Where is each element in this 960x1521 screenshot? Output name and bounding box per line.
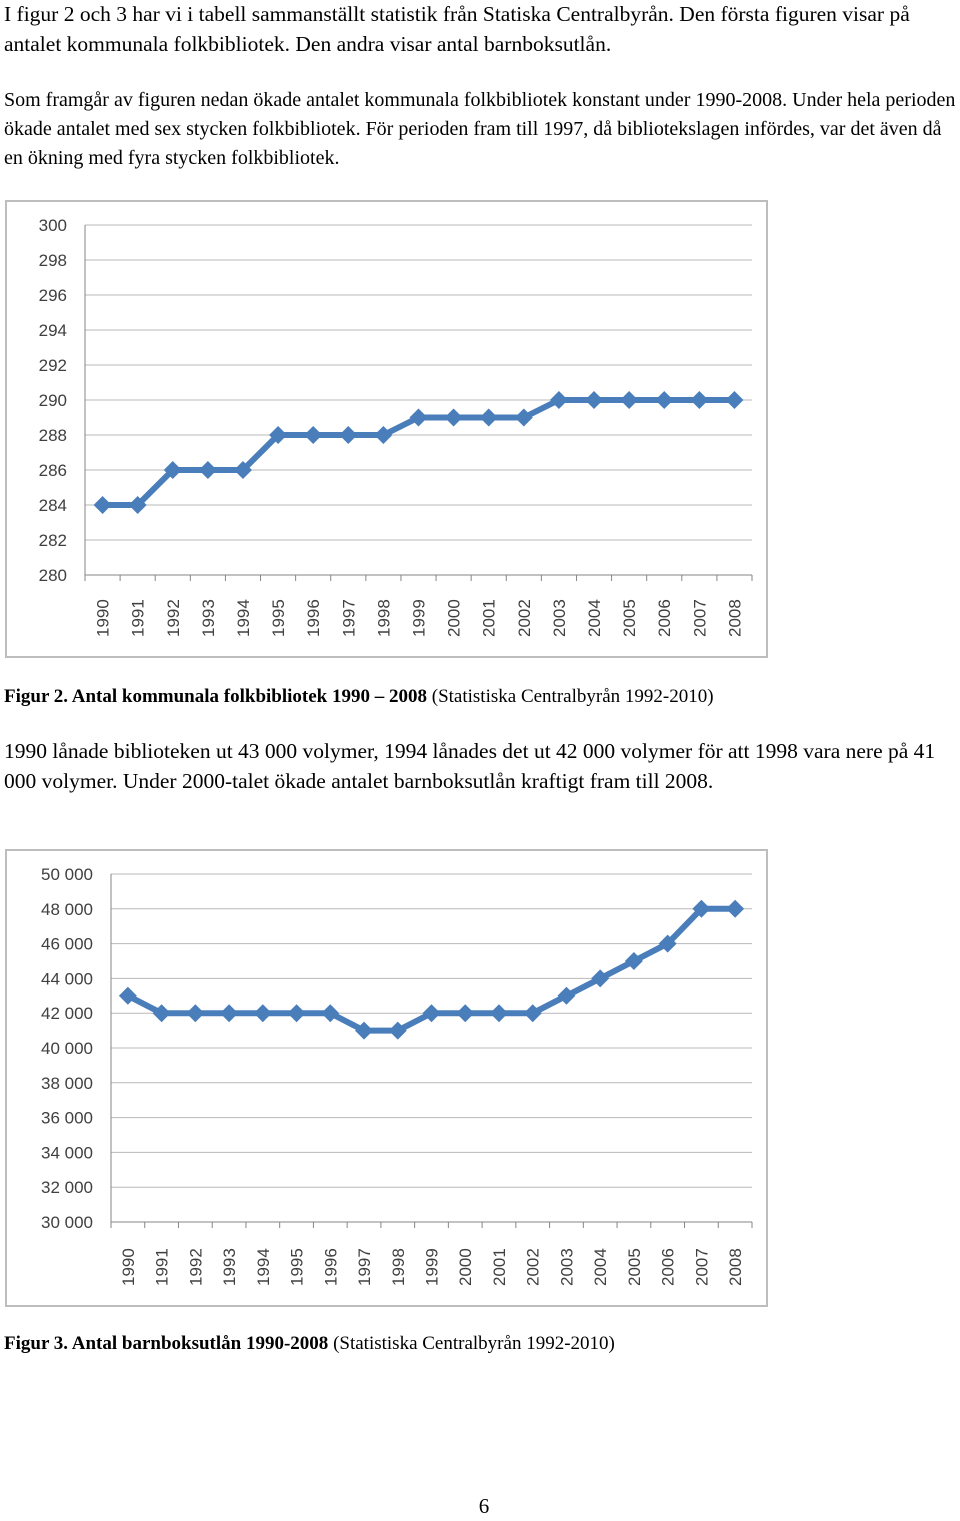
- loans-x-tick-label: 1995: [287, 1248, 307, 1286]
- figure2-caption-source: (Statistiska Centralbyrån 1992-2010): [427, 686, 714, 707]
- loans-x-tick-label: 2008: [726, 1248, 746, 1286]
- loans-x-tick-label: 2001: [489, 1248, 509, 1286]
- figure2-caption-label: Figur 2. Antal kommunala folkbibliotek 1990 – 2008: [4, 686, 427, 707]
- libraries-data-point: [585, 391, 603, 409]
- libraries-x-tick-label: 2003: [549, 599, 569, 637]
- libraries-y-tick-label: 300: [38, 216, 67, 235]
- loans-y-tick-label: 36 000: [41, 1108, 93, 1128]
- libraries-data-point: [690, 391, 708, 409]
- loans-x-tick-label: 2000: [456, 1248, 476, 1286]
- loans-x-tick-label: 2002: [523, 1248, 543, 1286]
- libraries-data-point: [725, 391, 743, 409]
- loans-x-tick-label: 2004: [591, 1248, 611, 1286]
- loans-x-tick-label: 1994: [253, 1248, 273, 1286]
- libraries-x-tick-label: 1998: [374, 599, 394, 637]
- page-number: 6: [478, 1494, 490, 1518]
- libraries-x-tick-label: 1994: [233, 599, 253, 637]
- figure3-caption-source: (Statistiska Centralbyrån 1992-2010): [328, 1333, 615, 1354]
- loans-x-tick-label: 2003: [557, 1248, 577, 1286]
- libraries-y-tick-label: 288: [38, 426, 67, 445]
- libraries-x-tick-label: 1996: [304, 599, 324, 637]
- loans-x-tick-label: 1998: [388, 1248, 408, 1286]
- loans-y-tick-label: 30 000: [41, 1213, 93, 1232]
- figure3-caption: [4, 1332, 615, 1356]
- libraries-x-tick-label: 2001: [479, 599, 499, 637]
- libraries-y-tick-label: 280: [38, 566, 67, 585]
- libraries-x-tick-label: 2005: [620, 599, 640, 637]
- libraries-x-tick-label: 1999: [409, 599, 429, 637]
- loans-x-tick-label: 1992: [186, 1248, 206, 1286]
- intro-paragraph: I figur 2 och 3 har vi i tabell sammanställt statistik från Statiska Centralbyrån. Den första figuren visar på antalet kommunala folkbibliotek. Den andra visar antal barnboksutlån.: [4, 2, 910, 56]
- loans-data-point: [220, 1004, 238, 1022]
- libraries-data-point: [655, 391, 673, 409]
- libraries-y-tick-label: 284: [38, 496, 67, 515]
- libraries-x-tick-label: 2008: [725, 599, 745, 637]
- libraries-y-tick-label: 294: [38, 321, 67, 340]
- loans-y-tick-label: 46 000: [41, 934, 93, 954]
- libraries-data-point: [339, 426, 357, 444]
- libraries-y-tick-label: 292: [38, 356, 67, 375]
- loans-x-tick-label: 1990: [118, 1248, 138, 1286]
- loans-data-point: [186, 1004, 204, 1022]
- loans-x-tick-label: 1999: [422, 1248, 442, 1286]
- loans-x-tick-label: 2007: [692, 1248, 712, 1286]
- libraries-y-tick-label: 298: [38, 251, 67, 270]
- libraries-y-tick-label: 296: [38, 286, 67, 305]
- libraries-data-point: [94, 496, 112, 514]
- loans-data-point: [456, 1004, 474, 1022]
- chart-loans-svg: [7, 851, 770, 1309]
- loans-x-tick-label: 2005: [624, 1248, 644, 1286]
- loans-data-point: [254, 1004, 272, 1022]
- figure2-caption: [4, 685, 714, 709]
- loans-x-tick-label: 1997: [355, 1248, 375, 1286]
- libraries-x-tick-label: 2000: [444, 599, 464, 637]
- chart-libraries: [5, 200, 768, 658]
- libraries-x-tick-label: 1991: [128, 599, 148, 637]
- libraries-y-tick-label: 290: [38, 391, 67, 410]
- libraries-x-tick-label: 1992: [163, 599, 183, 637]
- libraries-x-tick-label: 1993: [198, 599, 218, 637]
- libraries-data-point: [445, 409, 463, 427]
- libraries-data-point: [620, 391, 638, 409]
- loans-y-tick-label: 42 000: [41, 1004, 93, 1024]
- figure2-description: Som framgår av figuren nedan ökade antalet kommunala folkbibliotek konstant under 1990-2008. Under hela perioden ökade antalet med sex stycken folkbibliotek. För perioden fram till 1997, då bibliotekslagen infördes, var det även då en ökning med fyra stycken folkbibliotek.: [4, 89, 956, 169]
- loans-x-tick-label: 2006: [658, 1248, 678, 1286]
- loans-y-tick-label: 50 000: [41, 865, 93, 884]
- loans-y-tick-label: 38 000: [41, 1073, 93, 1093]
- libraries-x-tick-label: 2007: [690, 599, 710, 637]
- figure3-caption-label: Figur 3. Antal barnboksutlån 1990-2008: [4, 1333, 329, 1354]
- libraries-x-tick-label: 2006: [655, 599, 675, 637]
- libraries-y-tick-label: 282: [38, 531, 67, 550]
- loans-data-point: [726, 900, 744, 918]
- chart-libraries-svg: [7, 202, 770, 660]
- libraries-y-tick-label: 286: [38, 461, 67, 480]
- libraries-x-tick-label: 2004: [585, 599, 605, 637]
- loans-y-tick-label: 44 000: [41, 969, 93, 989]
- loans-x-tick-label: 1993: [220, 1248, 240, 1286]
- libraries-data-point: [480, 409, 498, 427]
- loans-y-tick-label: 40 000: [41, 1039, 93, 1058]
- chart-loans: [5, 849, 768, 1307]
- loans-data-point: [288, 1004, 306, 1022]
- libraries-data-point: [304, 426, 322, 444]
- figure3-description: 1990 lånade biblioteken ut 43 000 volymer, 1994 lånades det ut 42 000 volymer för att 1998 vara nere på 41 000 volymer. Under 2000-talet ökade antalet barnboksutlån kraftigt fram till 2008.: [4, 739, 936, 793]
- loans-x-tick-label: 1991: [152, 1248, 172, 1286]
- loans-y-tick-label: 48 000: [41, 899, 93, 919]
- loans-data-point: [490, 1004, 508, 1022]
- libraries-x-tick-label: 2002: [514, 599, 534, 637]
- libraries-x-tick-label: 1995: [269, 599, 289, 637]
- libraries-x-tick-label: 1997: [339, 599, 359, 637]
- loans-y-tick-label: 32 000: [41, 1178, 93, 1198]
- loans-y-tick-label: 34 000: [41, 1143, 93, 1163]
- libraries-data-point: [199, 461, 217, 479]
- libraries-x-tick-label: 1990: [93, 599, 113, 637]
- loans-x-tick-label: 1996: [321, 1248, 341, 1286]
